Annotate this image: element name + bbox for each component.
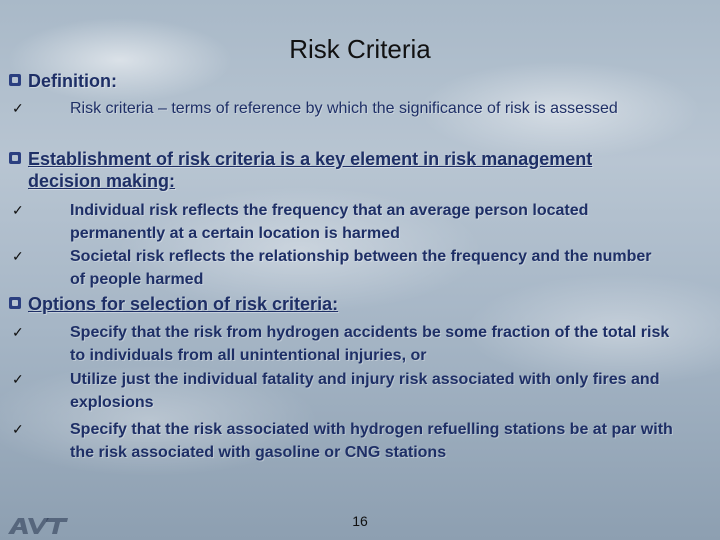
list-item xyxy=(8,418,698,464)
list-item-text: Individual risk reflects the frequency that an average person located permanently at a certain location is harmed xyxy=(70,202,589,242)
section-heading-text: Options for selection of risk criteria: xyxy=(28,294,339,314)
section-heading-establishment xyxy=(8,148,708,192)
list-item-text: Specify that the risk associated with hydrogen refuelling stations be at par with the risk associated with gasoline or CNG stations xyxy=(70,421,673,461)
checkmark-icon: ✓ xyxy=(12,248,24,264)
square-bullet-icon xyxy=(8,151,22,165)
slide-title: Risk Criteria xyxy=(289,34,431,64)
list-item-text: Specify that the risk from hydrogen accidents be some fraction of the total risk to individuals from all unintentional injuries, or xyxy=(70,324,670,364)
page-number: 16 xyxy=(352,513,368,529)
square-bullet-icon xyxy=(8,73,22,87)
list-item xyxy=(8,97,698,120)
list-item xyxy=(8,321,698,367)
list-item xyxy=(8,368,698,414)
list-item-text: Utilize just the individual fatality and injury risk associated with only fires and explosions xyxy=(70,371,660,411)
section-heading-definition xyxy=(8,70,708,92)
list-item xyxy=(8,245,698,291)
avt-logo xyxy=(6,514,70,536)
checkmark-icon: ✓ xyxy=(12,100,24,116)
list-item-text: Risk criteria – terms of reference by which the significance of risk is assessed xyxy=(70,100,618,117)
checkmark-icon: ✓ xyxy=(12,371,24,387)
section-heading-text: Definition: xyxy=(28,71,117,91)
checkmark-icon: ✓ xyxy=(12,421,24,437)
checkmark-icon: ✓ xyxy=(12,324,24,340)
checkmark-icon: ✓ xyxy=(12,202,24,218)
list-item xyxy=(8,199,698,245)
section-heading-options xyxy=(8,293,708,315)
square-bullet-icon xyxy=(8,296,22,310)
list-item-text: Societal risk reflects the relationship between the frequency and the number of people harmed xyxy=(70,248,652,288)
section-heading-text: Establishment of risk criteria is a key element in risk management decision making: xyxy=(28,149,593,191)
